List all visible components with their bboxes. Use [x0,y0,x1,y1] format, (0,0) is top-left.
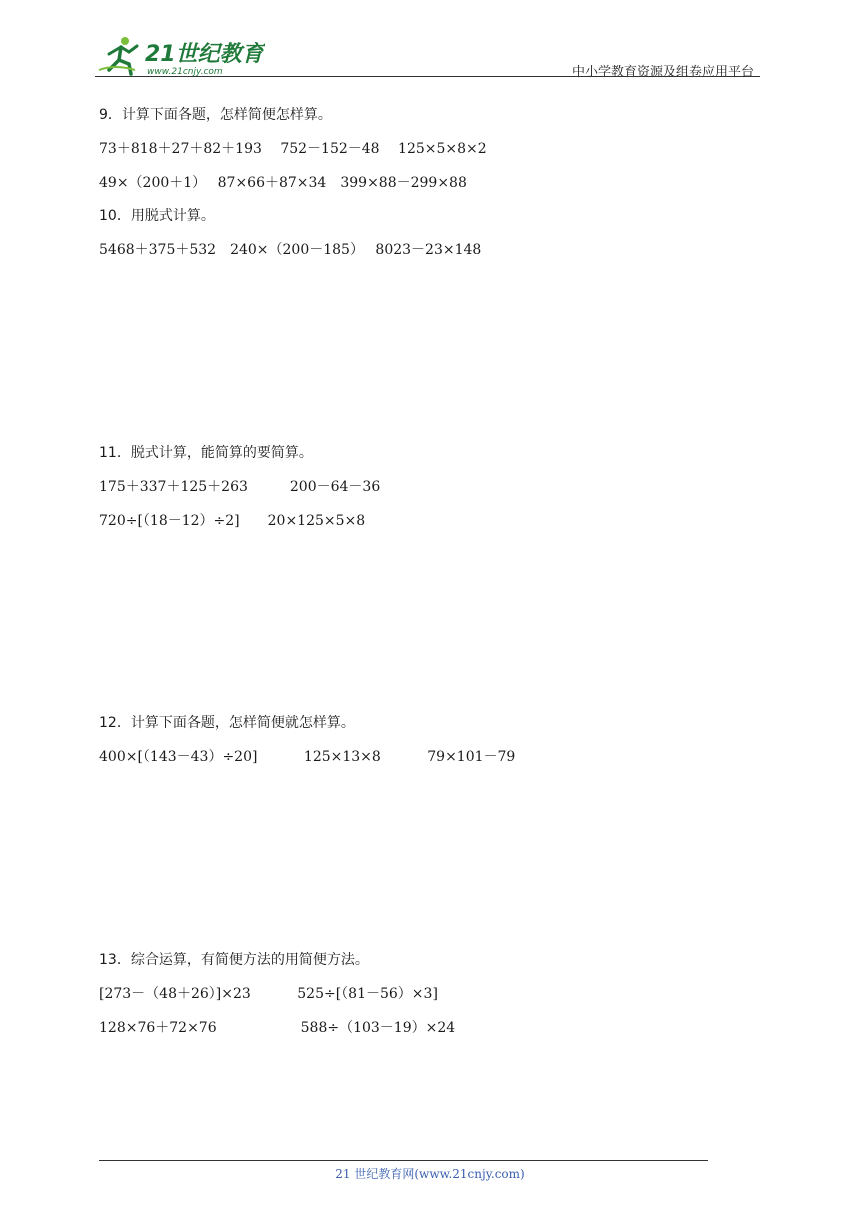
question-11-line-1: 175＋337＋125＋263 200－64－36 [99,479,381,495]
logo-icon [95,34,265,78]
header-divider [95,76,760,77]
footer-source-text: 21 世纪教育网(www.21cnjy.com) [335,1167,525,1181]
svg-text:21世纪教育: 21世纪教育 [145,42,264,67]
question-9-line-2: 49×（200＋1） 87×66＋87×34 399×88－299×88 [99,175,467,191]
question-10-line-1: 5468＋375＋532 240×（200－185） 8023－23×148 [99,242,482,258]
question-11-title: 11．脱式计算，能简算的要简算。 [99,445,313,461]
question-11-line-2: 720÷[（18－12）÷2] 20×125×5×8 [99,513,366,529]
svg-text:www.21cnjy.com: www.21cnjy.com [147,67,223,77]
question-12-line-1: 400×[（143－43）÷20] 125×13×8 79×101－79 [99,749,516,765]
question-10-title: 10．用脱式计算。 [99,208,215,224]
question-9-title: 9．计算下面各题，怎样简便怎样算。 [99,107,332,123]
question-13-line-2: 128×76＋72×76 588÷（103－19）×24 [99,1020,456,1036]
question-13-title: 13．综合运算，有简便方法的用简便方法。 [99,952,369,968]
header-platform-text: 中小学教育资源及组卷应用平台 [571,65,754,80]
page-header [95,34,760,78]
question-12-title: 12．计算下面各题，怎样简便就怎样算。 [99,715,355,731]
question-9-line-1: 73＋818＋27＋82＋193 752－152－48 125×5×8×2 [99,141,487,157]
question-13-line-1: [273－（48＋26）]×23 525÷[（81－56）×3] [99,986,438,1002]
footer-divider [99,1160,708,1161]
